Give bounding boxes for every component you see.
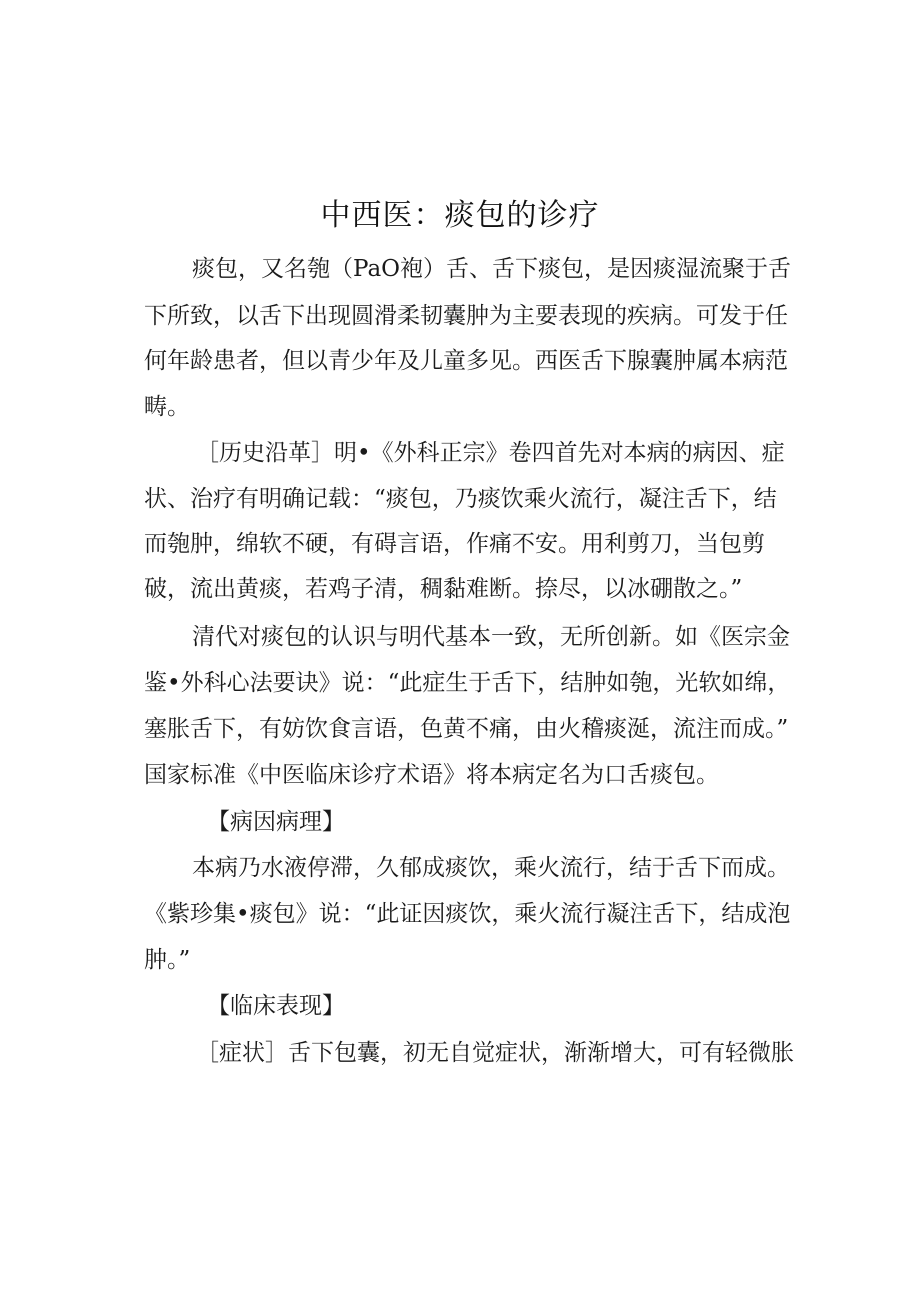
text-line: 痰包，又名匏（PaO袍）舌、舌下痰包，是因痰湿流聚于舌 <box>192 256 792 282</box>
section-heading: 【临床表现】 <box>207 993 345 1019</box>
text-line: 畴。 <box>144 394 190 420</box>
text-line: 而匏肿，绵软不硬，有碍言语，作痛不安。用利剪刀，当包剪 <box>144 531 765 557</box>
text-line: 何年龄患者，但以青少年及儿童多见。西医舌下腺囊肿属本病范 <box>144 348 788 374</box>
page-title: 中西医：痰包的诊疗 <box>320 198 600 233</box>
text-line: 肿。” <box>144 947 191 973</box>
text-line: 状、治疗有明确记载：“痰包，乃痰饮乘火流行，凝注舌下，结 <box>144 486 777 512</box>
text-line: ［历史沿革］明•《外科正宗》卷四首先对本病的病因、症 <box>196 440 785 466</box>
text-line: 下所致，以舌下出现圆滑柔韧囊肿为主要表现的疾病。可发于任 <box>144 303 788 329</box>
section-heading: 【病因病理】 <box>207 809 345 835</box>
text-line: 塞胀舌下，有妨饮食言语，色黄不痛，由火稽痰涎，流注而成。” <box>144 716 789 742</box>
text-line: 《紫珍集•痰包》说：“此证因痰饮，乘火流行凝注舌下，结成泡 <box>144 901 791 927</box>
text-line: 破，流出黄痰，若鸡子清，稠黏难断。捺尽，以冰硼散之。” <box>144 576 743 602</box>
text-line: 国家标准《中医临床诊疗术语》将本病定名为口舌痰包。 <box>144 762 719 788</box>
text-line: 本病乃水液停滞，久郁成痰饮，乘火流行，结于舌下而成。 <box>192 855 790 881</box>
text-line: 清代对痰包的认识与明代基本一致，无所创新。如《医宗金 <box>192 624 790 650</box>
text-line: ［症状］舌下包囊，初无自觉症状，渐渐增大，可有轻微胀 <box>196 1040 794 1066</box>
text-line: 鉴•外科心法要诀》说：“此症生于舌下，结肿如匏，光软如绵， <box>144 670 791 696</box>
